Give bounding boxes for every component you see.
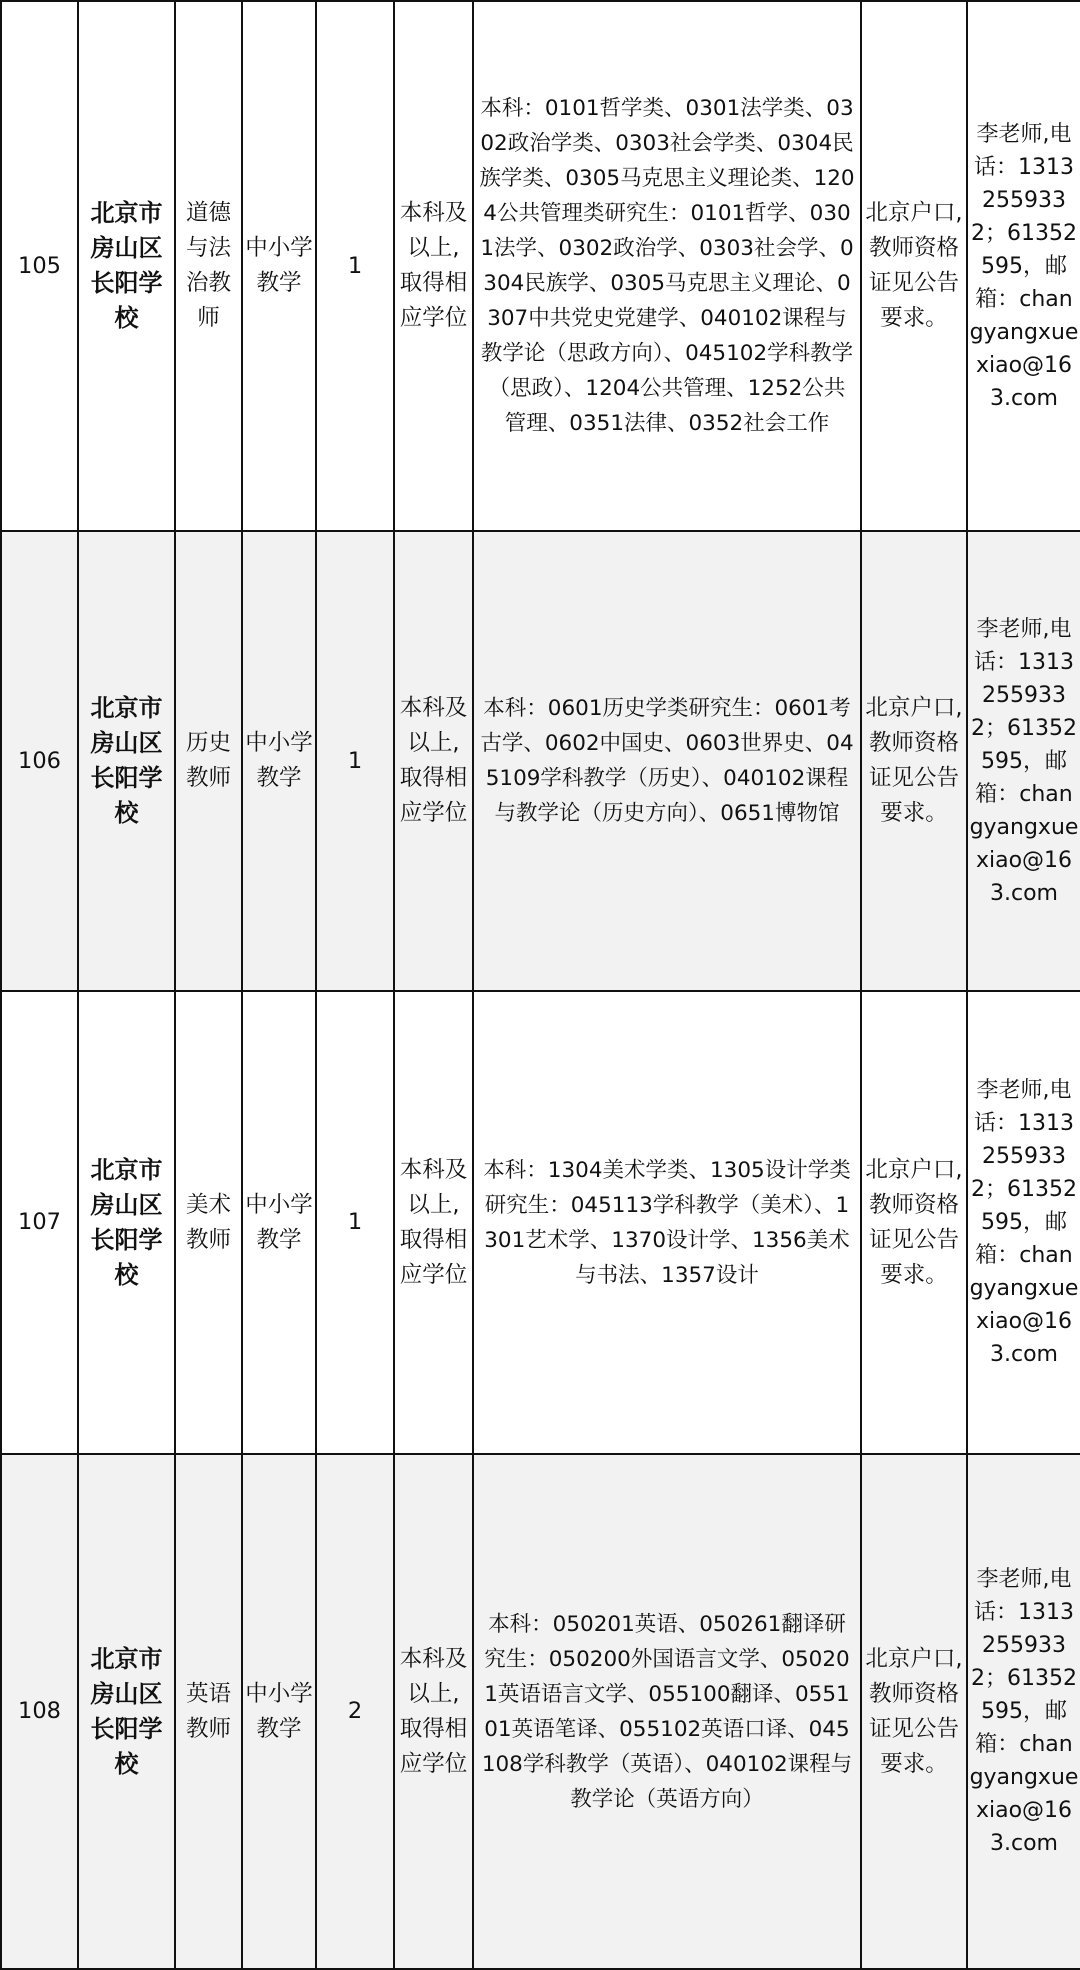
position-category-cell: 中小学教学 [242, 1, 316, 531]
position-category-cell: 中小学教学 [242, 531, 316, 991]
contact-cell: 李老师,电话：13132559332；61352595，邮箱：changyangxuexiao@163.com [967, 531, 1080, 991]
education-cell: 本科及以上,取得相应学位 [394, 531, 473, 991]
position-title-cell: 道德与法治教师 [175, 1, 242, 531]
other-requirements-cell: 北京户口,教师资格证见公告要求。 [861, 991, 967, 1454]
position-category-cell: 中小学教学 [242, 1454, 316, 1969]
employer-cell: 北京市房山区长阳学校 [78, 991, 175, 1454]
other-requirements-cell: 北京户口,教师资格证见公告要求。 [861, 1, 967, 531]
majors-cell: 本科：1304美术学类、1305设计学类研究生：045113学科教学（美术）、1301艺术学、1370设计学、1356美术与书法、1357设计 [473, 991, 861, 1454]
majors-cell: 本科：0101哲学类、0301法学类、0302政治学类、0303社会学类、0304民族学类、0305马克思主义理论类、1204公共管理类研究生：0101哲学、0301法学、0302政治学、0303社会学、0304民族学、0305马克思主义理论、0307中共党史党建学、040102课程与教学论（思政方向）、045102学科教学（思政）、1204公共管理、1252公共管理、0351法律、0352社会工作 [473, 1, 861, 531]
table-row [1, 1, 1080, 531]
employer-cell: 北京市房山区长阳学校 [78, 1454, 175, 1969]
position-category-cell: 中小学教学 [242, 991, 316, 1454]
contact-cell: 李老师,电话：13132559332；61352595，邮箱：changyangxuexiao@163.com [967, 991, 1080, 1454]
majors-cell: 本科：050201英语、050261翻译研究生：050200外国语言文学、050201英语语言文学、055100翻译、055101英语笔译、055102英语口译、045108学科教学（英语）、040102课程与教学论（英语方向） [473, 1454, 861, 1969]
hire-count-cell: 1 [316, 1, 394, 531]
education-cell: 本科及以上,取得相应学位 [394, 1, 473, 531]
position-number-cell: 105 [1, 1, 78, 531]
education-cell: 本科及以上,取得相应学位 [394, 991, 473, 1454]
position-number-cell: 108 [1, 1454, 78, 1969]
majors-cell: 本科：0601历史学类研究生：0601考古学、0602中国史、0603世界史、045109学科教学（历史）、040102课程与教学论（历史方向）、0651博物馆 [473, 531, 861, 991]
position-title-cell: 历史教师 [175, 531, 242, 991]
hire-count-cell: 1 [316, 531, 394, 991]
position-title-cell: 美术教师 [175, 991, 242, 1454]
position-number-cell: 106 [1, 531, 78, 991]
other-requirements-cell: 北京户口,教师资格证见公告要求。 [861, 1454, 967, 1969]
education-cell: 本科及以上,取得相应学位 [394, 1454, 473, 1969]
table-row [1, 1454, 1080, 1969]
position-title-cell: 英语教师 [175, 1454, 242, 1969]
contact-cell: 李老师,电话：13132559332；61352595，邮箱：changyangxuexiao@163.com [967, 1, 1080, 531]
other-requirements-cell: 北京户口,教师资格证见公告要求。 [861, 531, 967, 991]
table-row [1, 531, 1080, 991]
hire-count-cell: 2 [316, 1454, 394, 1969]
employer-cell: 北京市房山区长阳学校 [78, 1, 175, 531]
contact-cell: 李老师,电话：13132559332；61352595，邮箱：changyangxuexiao@163.com [967, 1454, 1080, 1969]
position-number-cell: 107 [1, 991, 78, 1454]
table-row [1, 991, 1080, 1454]
hire-count-cell: 1 [316, 991, 394, 1454]
employer-cell: 北京市房山区长阳学校 [78, 531, 175, 991]
